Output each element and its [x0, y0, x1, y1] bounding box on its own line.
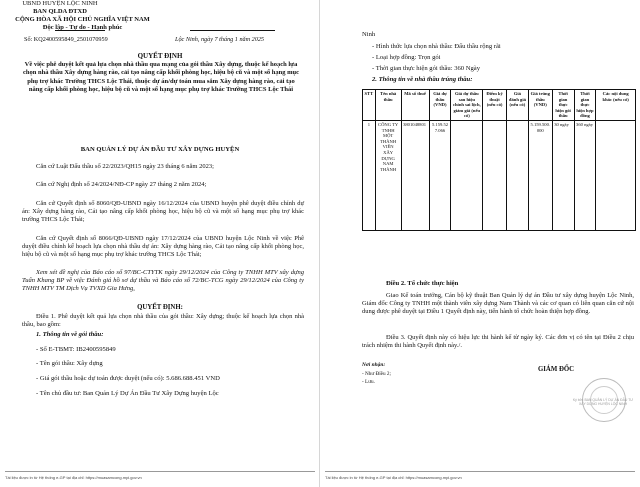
- basis-law: Căn cứ Luật Đấu thầu số 22/2023/QH15 ngày 23 tháng 6 năm 2023;: [36, 163, 214, 170]
- winning-bidder-table: [362, 89, 636, 231]
- page-footer: Tài liệu được in từ Hệ thống e-GP tại địa chỉ: https://muasamcong.mpi.gov.vn: [325, 475, 462, 480]
- recipient-2: - Lưu.: [362, 379, 375, 385]
- place-date: Lộc Ninh, ngày 7 tháng 1 năm 2025: [175, 36, 265, 43]
- recipients-label: Nơi nhận:: [362, 362, 386, 368]
- decide-heading: QUYẾT ĐỊNH:: [137, 304, 183, 311]
- basis-reports: Xem xét đề nghị của Báo cáo số 97/BC-CTYTK ngày 29/12/2024 của Công ty TNHH MTV xây dựng Tuấn Khang BP về việc Đánh giá hồ sơ dự thầu và Báo cáo số 72/BC-TCG ngày 29/12/2024 của Công ty TNHH MTV TM Dịch Vụ TVXD Gia Hưng,: [22, 269, 304, 292]
- header-package-time: Thời gian thực hiện gói thầu: [552, 90, 574, 121]
- issuing-authority: BAN QUẢN LÝ DỰ ÁN ĐẦU TƯ XÂY DỰNG HUYỆN: [80, 146, 240, 153]
- article-2-body: Giao Kế toán trưởng, Cán bộ kỹ thuật Ban Quản lý dự án Đầu tư xây dựng huyện Lộc Ninh, Giám đốc Công ty TNHH một thành viên xây dựng Nam Thành và các cơ quan có liên quan căn cứ nội dung được phê duyệt tại Điều 1 Quyết định này, tiến hành tổ chức hoàn thiện hợp đồng.: [362, 292, 634, 315]
- header-tax-code: Mã số thuế: [401, 90, 429, 121]
- cell-evaluated-price: [506, 120, 528, 230]
- nation-underline: [190, 30, 275, 31]
- header-contract-time: Thời gian thực hiện hợp đồng: [574, 90, 596, 121]
- header-adjusted-price: Giá dự thầu sau hiệu chỉnh sai lệch, giảm giá (nếu có): [451, 90, 483, 121]
- package-tbmt: - Số E-TBMT: IB2400595849: [36, 346, 116, 353]
- agency-line-2: BAN QLDA ĐTXD: [33, 8, 87, 15]
- package-inviter: - Tên chủ đầu tư: Ban Quản Lý Dự Án Đầu Tư Xây Dựng huyện Lộc: [36, 390, 219, 397]
- package-duration: - Thời gian thực hiện gói thầu: 360 Ngày: [372, 65, 481, 72]
- footer-divider: [325, 471, 635, 472]
- document-page-2: [320, 0, 640, 487]
- cell-contractor: CÔNG TY TNHH MỘT THÀNH VIÊN XÂY DỰNG NAM THÀNH: [375, 120, 401, 230]
- cell-bid-price: 5.159.527.066: [429, 120, 451, 230]
- header-bid-price: Giá dự thầu (VND): [429, 90, 451, 121]
- article-1: Điều 1. Phê duyệt kết quả lựa chọn nhà thầu của gói thầu: Xây dựng; thuộc kế hoạch lựa chọn nhà thầu, bao gồm:: [22, 313, 304, 328]
- page-footer: Tài liệu được in từ Hệ thống e-GP tại địa chỉ: https://muasamcong.mpi.gov.vn: [5, 475, 142, 480]
- agency-line-1: UBND HUYỆN LỘC NINH: [22, 0, 98, 7]
- signer-title: GIÁM ĐỐC: [538, 366, 575, 373]
- recipient-1: - Như Điều 2;: [362, 371, 391, 377]
- cell-tax-code: 3801048801: [401, 120, 429, 230]
- header-contractor: Tên nhà thầu: [375, 90, 401, 121]
- header-other: Các nội dung khác (nếu có): [596, 90, 636, 121]
- header-award-price: Giá trúng thầu (VND): [528, 90, 552, 121]
- article-3: Điều 3. Quyết định này có hiệu lực thi hành kể từ ngày ký. Các đơn vị có tên tại Điều 2 chịu trách nhiệm thi hành Quyết định này./.: [362, 334, 634, 349]
- basis-decree: Căn cứ Nghị định số 24/2024/NĐ-CP ngày 27 tháng 2 năm 2024;: [36, 181, 207, 188]
- cell-award-price: 5.159.500.000: [528, 120, 552, 230]
- header-stt: STT: [363, 90, 376, 121]
- header-evaluated-price: Giá đánh giá (nếu có): [506, 90, 528, 121]
- nation-line-2: Độc lập - Tự do - Hạnh phúc: [42, 24, 123, 31]
- package-name: - Tên gói thầu: Xây dựng: [36, 360, 103, 367]
- cell-stt: 1: [363, 120, 376, 230]
- cell-technical-score: [483, 120, 507, 230]
- agency-underline: [55, 30, 105, 31]
- table-row: [363, 120, 636, 230]
- table-header-row: [363, 90, 636, 121]
- footer-divider: [5, 471, 315, 472]
- cell-contract-time: 360 ngày: [574, 120, 596, 230]
- decision-title: QUYẾT ĐỊNH: [137, 52, 183, 60]
- section-winner-info: 2. Thông tin về nhà thầu trúng thầu:: [372, 76, 473, 83]
- decision-subject: Về việc phê duyệt kết quả lựa chọn nhà thầu qua mạng của gói thầu Xây dựng, thuộc kế hoạch lựa chọn nhà thầu Xây dựng hàng rào, cải tạo nâng cấp khối phòng học, hiệu bộ cũ và một số hạng mục phụ trợ khác Trường THCS Lộc Thái, thuộc dự án/dự toán mua sắm Xây dựng hàng rào, cải tạo nâng cấp khối phòng học, hiệu bộ cũ và một số hạng mục phụ trợ khác Trường THCS Lộc Thái: [22, 61, 300, 94]
- cell-other: [596, 120, 636, 230]
- package-price: - Giá gói thầu hoặc dự toán được duyệt (nếu có): 5.686.688.451 VND: [36, 375, 220, 382]
- contract-type: - Loại hợp đồng: Trọn gói: [372, 54, 441, 61]
- cell-adjusted-price: [451, 120, 483, 230]
- section-package-info: 1. Thông tin về gói thầu:: [36, 331, 104, 338]
- stamp-caption: Ký bởi: BAN QUẢN LÝ DỰ ÁN ĐẦU TƯ XÂY DỰNG HUYỆN LỘC NINH: [572, 398, 634, 406]
- selection-method: - Hình thức lựa chọn nhà thầu: Đấu thầu rộng rãi: [372, 43, 501, 50]
- basis-decision-8060: Căn cứ Quyết định số 8060/QĐ-UBND ngày 16/12/2024 của UBND huyện phê duyệt điều chỉnh dự án: Xây dựng hàng rào, Cải tạo nâng cấp khối phòng học, hiệu bộ cũ và một số hạng mục phụ trợ khác trường THCS Lộc Thái;: [22, 200, 304, 223]
- basis-decision-8066: Căn cứ Quyết định số 8066/QĐ-UBND ngày 17/12/2024 của UBND huyện Lộc Ninh về việc Phê duyệt điều chỉnh kế hoạch lựa chọn nhà thầu dự án: Xây dựng hàng rào, Cải tạo nâng cấp khối phòng học, hiệu bộ cũ và một số hạng mục phụ trợ khác trường THCS Lộc Thái;: [22, 235, 304, 258]
- document-number: Số: KQ2400595849_2501070959: [24, 36, 108, 43]
- cell-package-time: 30 ngày: [552, 120, 574, 230]
- article-2-heading: Điều 2. Tổ chức thực hiện: [386, 280, 459, 287]
- issuing-agency: [0, 0, 120, 16]
- nation-line-1: CỘNG HÒA XÃ HỘI CHỦ NGHĨA VIỆT NAM: [15, 16, 150, 23]
- inviter-continuation: Ninh: [362, 31, 376, 38]
- header-technical-score: Điểm kỹ thuật (nếu có): [483, 90, 507, 121]
